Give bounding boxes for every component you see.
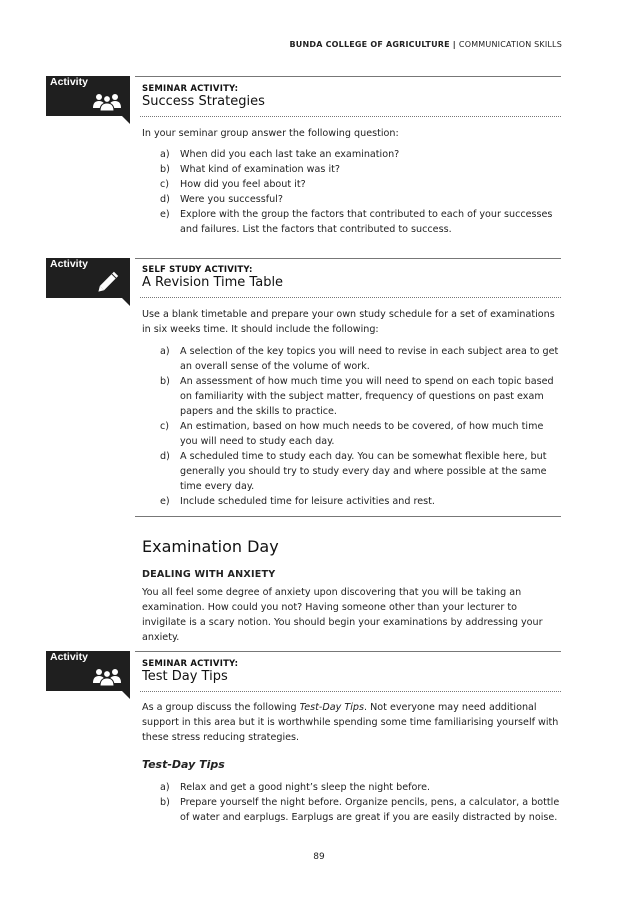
list-marker: b) <box>160 164 170 175</box>
divider <box>135 76 561 77</box>
list-item <box>160 494 560 509</box>
list-item-text: When did you each last take an examination? <box>180 149 400 160</box>
activity-list <box>160 780 560 825</box>
group-icon <box>92 666 122 686</box>
list-item-text: What kind of examination was it? <box>180 164 340 175</box>
list-marker: b) <box>160 797 170 808</box>
activity-badge <box>46 76 130 116</box>
intro-text: . Not everyone may need additional support in this area but it is worthwhile spending some time familiarising yourself with these stress reducing strategies. <box>142 702 559 743</box>
running-header <box>289 40 562 49</box>
list-item-text: A scheduled time to study each day. You can be somewhat flexible here, but generally you should try to study every day and where possible at the same time every day. <box>180 451 547 492</box>
divider <box>135 516 561 517</box>
group-icon <box>92 91 122 111</box>
list-item <box>160 344 560 374</box>
list-item <box>160 374 560 419</box>
list-item-text: How did you feel about it? <box>180 179 306 190</box>
intro-text: As a group discuss the following <box>142 702 300 713</box>
list-item <box>160 177 560 192</box>
list-item-text: Explore with the group the factors that contributed to each of your successes and failures. List the factors that contributed to success. <box>180 209 553 235</box>
section-subheading: DEALING WITH ANXIETY <box>142 569 276 580</box>
activity-badge <box>46 258 130 298</box>
list-item-text: Prepare yourself the night before. Organize pencils, pens, a calculator, a bottle of water and earplugs. Earplugs are great if you are easily distracted by noise. <box>180 797 560 823</box>
activity-title: A Revision Time Table <box>142 275 284 290</box>
list-item-text: Were you successful? <box>180 194 283 205</box>
activity-kind: SEMINAR ACTIVITY: <box>142 659 239 669</box>
list-item-text: An assessment of how much time you will need to spend on each topic based on familiarity with the subject matter, frequency of questions on past exam papers and the skills to practice. <box>180 376 554 417</box>
activity-list <box>160 344 560 509</box>
tips-heading: Test-Day Tips <box>142 758 225 771</box>
activity-title: Test Day Tips <box>142 669 228 684</box>
list-marker: d) <box>160 451 170 462</box>
activity-list <box>160 147 560 237</box>
list-item-text: An estimation, based on how much needs to be covered, of how much time you will need to study each day. <box>180 421 544 447</box>
list-item <box>160 449 560 494</box>
list-item <box>160 162 560 177</box>
list-item-text: Include scheduled time for leisure activities and rest. <box>180 496 435 507</box>
list-item <box>160 147 560 162</box>
list-marker: b) <box>160 376 170 387</box>
header-separator: | <box>452 40 456 49</box>
dotted-divider <box>140 297 561 298</box>
intro-emphasis: Test-Day Tips <box>299 702 364 713</box>
list-item <box>160 780 560 795</box>
list-marker: e) <box>160 209 170 220</box>
activity-title: Success Strategies <box>142 94 265 109</box>
activity-intro: In your seminar group answer the following question: <box>142 128 399 139</box>
activity-kind: SEMINAR ACTIVITY: <box>142 84 239 94</box>
list-item <box>160 419 560 449</box>
header-college: BUNDA COLLEGE OF AGRICULTURE <box>289 40 450 49</box>
dotted-divider <box>140 116 561 117</box>
divider <box>135 651 561 652</box>
activity-intro <box>142 700 562 745</box>
activity-badge <box>46 651 130 691</box>
page-number: 89 <box>313 852 325 862</box>
activity-badge-label: Activity <box>50 76 88 88</box>
list-marker: a) <box>160 346 170 357</box>
activity-kind: SELF STUDY ACTIVITY: <box>142 265 253 275</box>
section-title: Examination Day <box>142 537 279 556</box>
list-marker: a) <box>160 782 170 793</box>
list-marker: e) <box>160 496 170 507</box>
list-marker: a) <box>160 149 170 160</box>
section-body: You all feel some degree of anxiety upon discovering that you will be taking an examination. How could you not? Having someone other than your lecturer to invigilate is a scary notion. You should begin your examinations by addressing your anxiety. <box>142 587 543 643</box>
list-marker: d) <box>160 194 170 205</box>
activity-badge-label: Activity <box>50 258 88 270</box>
dotted-divider <box>140 691 561 692</box>
list-item <box>160 795 560 825</box>
list-item-text: A selection of the key topics you will need to revise in each subject area to get an overall sense of the volume of work. <box>180 346 559 372</box>
header-course: COMMUNICATION SKILLS <box>458 40 562 49</box>
list-item <box>160 192 560 207</box>
divider <box>135 258 561 259</box>
pencil-icon <box>96 269 122 293</box>
list-marker: c) <box>160 179 170 190</box>
list-item-text: Relax and get a good night’s sleep the night before. <box>180 782 431 793</box>
list-item <box>160 207 560 237</box>
list-marker: c) <box>160 421 170 432</box>
activity-intro: Use a blank timetable and prepare your own study schedule for a set of examinations in six weeks time. It should include the following: <box>142 309 555 335</box>
activity-badge-label: Activity <box>50 651 88 663</box>
